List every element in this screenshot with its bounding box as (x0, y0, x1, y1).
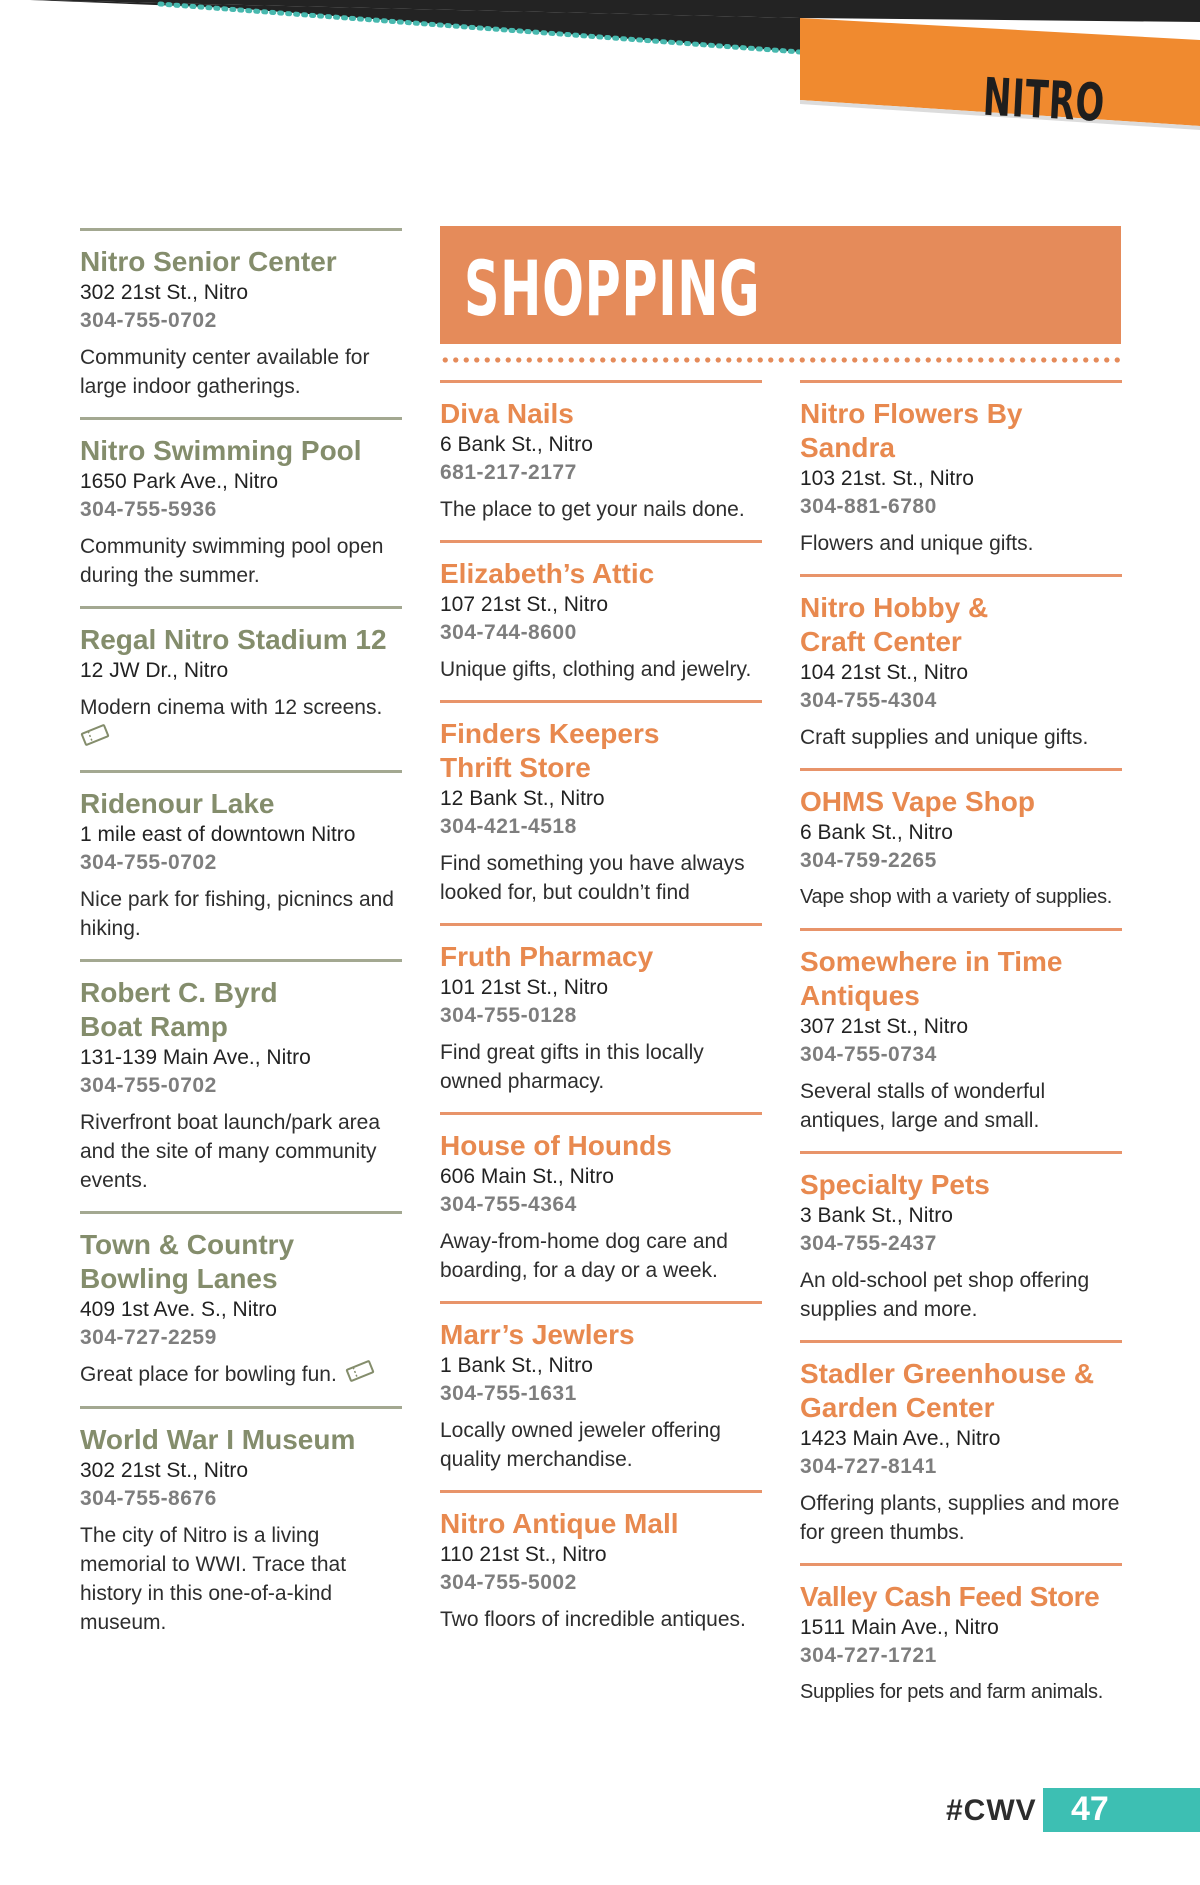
entry-description: Find great gifts in this locally owned pharmacy. (440, 1041, 704, 1093)
entry-description: The city of Nitro is a living memorial to WWI. Trace that history in this one-of-a-kind museum. (80, 1524, 347, 1635)
entry-name: Elizabeth’s Attic (440, 558, 655, 589)
entry-name: Fruth Pharmacy (440, 941, 654, 972)
entry-description: Community swimming pool open during the summer. (80, 535, 384, 587)
entry-name: Ridenour Lake (80, 788, 275, 819)
entry-phone[interactable]: 304-759-2265 (800, 849, 937, 872)
entry-address: 1511 Main Ave., Nitro (800, 1616, 999, 1639)
entry-name: OHMS Vape Shop (800, 786, 1035, 817)
ticket-icon (345, 1360, 375, 1390)
entry-address: 12 JW Dr., Nitro (80, 659, 229, 682)
entry-address: 1 Bank St., Nitro (440, 1354, 593, 1377)
shopping-header (440, 226, 1121, 344)
left-column (80, 228, 402, 1653)
list-item (80, 959, 402, 1211)
entry-address: 101 21st St., Nitro (440, 976, 609, 999)
entry-name: Town & Country Bowling Lanes (80, 1229, 295, 1294)
entry-address: 3 Bank St., Nitro (800, 1204, 953, 1227)
footer-hashtag: #CWV (946, 1794, 1037, 1827)
dotted-divider (440, 356, 1121, 364)
entry-description: An old-school pet shop offering supplies and more. (800, 1269, 1090, 1321)
entry-phone[interactable]: 304-755-1631 (440, 1382, 577, 1405)
entry-description: Supplies for pets and farm animals. (800, 1681, 1103, 1703)
entry-phone[interactable]: 304-755-0734 (800, 1043, 937, 1066)
entry-name: Nitro Flowers By Sandra (800, 398, 1023, 463)
entry-phone[interactable]: 304-727-1721 (800, 1644, 937, 1667)
entry-address: 409 1st Ave. S., Nitro (80, 1298, 277, 1321)
section-title: NITRO (981, 67, 1107, 134)
list-item (80, 606, 402, 770)
entry-name: Nitro Senior Center (80, 246, 337, 277)
list-item (440, 1112, 762, 1301)
entry-description (80, 693, 402, 754)
ticket-icon (80, 724, 402, 754)
entry-description: Two floors of incredible antiques. (440, 1608, 746, 1631)
entry-address: 104 21st St., Nitro (800, 661, 969, 684)
entry-address: 6 Bank St., Nitro (800, 821, 953, 844)
list-item (80, 770, 402, 959)
list-item (440, 1490, 762, 1650)
entry-name: Specialty Pets (800, 1169, 990, 1200)
list-item (800, 574, 1122, 768)
entry-description: Locally owned jeweler offering quality merchandise. (440, 1419, 721, 1471)
entry-description: Away-from-home dog care and boarding, for a day or a week. (440, 1230, 728, 1282)
list-item (800, 768, 1122, 928)
entry-phone[interactable]: 304-755-2437 (800, 1232, 937, 1255)
entry-name: Valley Cash Feed Store (800, 1581, 1100, 1612)
entry-phone[interactable]: 304-421-4518 (440, 815, 577, 838)
entry-address: 302 21st St., Nitro (80, 281, 249, 304)
entry-phone[interactable]: 681-217-2177 (440, 461, 577, 484)
entry-description: Craft supplies and unique gifts. (800, 726, 1089, 749)
section-tab (797, 20, 1200, 139)
list-item (800, 380, 1122, 574)
entry-description: Nice park for fishing, picnincs and hiking. (80, 888, 394, 940)
entry-address: 307 21st St., Nitro (800, 1015, 969, 1038)
entry-address: 1650 Park Ave., Nitro (80, 470, 279, 493)
entry-name: Nitro Swimming Pool (80, 435, 362, 466)
entry-description-text: Modern cinema with 12 screens. (80, 696, 383, 719)
list-item (80, 1211, 402, 1406)
entry-name: House of Hounds (440, 1130, 672, 1161)
list-item (440, 923, 762, 1112)
list-item (800, 1340, 1122, 1563)
list-item (80, 228, 402, 417)
shopping-title: SHOPPING (464, 244, 761, 333)
entry-phone[interactable]: 304-755-0702 (80, 1074, 217, 1097)
entry-description: Offering plants, supplies and more for green thumbs. (800, 1492, 1120, 1544)
list-item (440, 380, 762, 540)
list-item (80, 1406, 402, 1653)
entry-phone[interactable]: 304-755-0702 (80, 309, 217, 332)
entry-name: Nitro Antique Mall (440, 1508, 679, 1539)
entry-description: Flowers and unique gifts. (800, 532, 1034, 555)
entry-description: Several stalls of wonderful antiques, large and small. (800, 1080, 1046, 1132)
list-item (440, 540, 762, 700)
entry-address: 103 21st. St., Nitro (800, 467, 974, 490)
entry-phone[interactable]: 304-755-5936 (80, 498, 217, 521)
entry-name: Finders Keepers Thrift Store (440, 718, 660, 783)
entry-name: Somewhere in Time Antiques (800, 946, 1063, 1011)
entry-name: Nitro Hobby & Craft Center (800, 592, 989, 657)
entry-address: 110 21st St., Nitro (440, 1543, 607, 1566)
page-number-box (1043, 1788, 1200, 1832)
list-item (800, 1151, 1122, 1340)
entry-phone[interactable]: 304-755-0128 (440, 1004, 577, 1027)
list-item (800, 1563, 1122, 1723)
entry-description: Community center available for large indoor gatherings. (80, 346, 370, 398)
entry-name: Robert C. Byrd Boat Ramp (80, 977, 278, 1042)
list-item (440, 700, 762, 923)
entry-description: Unique gifts, clothing and jewelry. (440, 658, 752, 681)
entry-description: Find something you have always looked for, but couldn’t find (440, 852, 745, 904)
entry-address: 1423 Main Ave., Nitro (800, 1427, 1001, 1450)
entry-description: The place to get your nails done. (440, 498, 745, 521)
entry-phone[interactable]: 304-744-8600 (440, 621, 577, 644)
entry-phone[interactable]: 304-727-2259 (80, 1326, 217, 1349)
entry-address: 12 Bank St., Nitro (440, 787, 605, 810)
entry-address: 302 21st St., Nitro (80, 1459, 249, 1483)
list-item (80, 417, 402, 606)
entry-description (80, 1360, 402, 1390)
entry-description-text: Great place for bowling fun. (80, 1363, 337, 1386)
entry-description: Vape shop with a variety of supplies. (800, 886, 1113, 908)
entry-phone[interactable]: 304-755-4304 (800, 689, 937, 712)
entry-address: 6 Bank St., Nitro (440, 433, 593, 456)
list-item (440, 1301, 762, 1490)
entry-address: 606 Main St., Nitro (440, 1165, 614, 1188)
entry-phone[interactable]: 304-727-8141 (800, 1455, 937, 1478)
entry-phone[interactable]: 304-755-5002 (440, 1571, 577, 1594)
entry-name: World War I Museum (80, 1424, 356, 1456)
entry-phone[interactable]: 304-755-4364 (440, 1193, 577, 1216)
entry-address: 107 21st St., Nitro (440, 593, 609, 616)
entry-name: Regal Nitro Stadium 12 (80, 624, 387, 655)
entry-description: Riverfront boat launch/park area and the site of many community events. (80, 1111, 380, 1192)
entry-phone[interactable]: 304-755-8676 (80, 1487, 217, 1511)
entry-phone[interactable]: 304-881-6780 (800, 495, 937, 518)
top-banner (0, 0, 1200, 140)
middle-column (440, 380, 762, 1650)
entry-address: 131-139 Main Ave., Nitro (80, 1046, 311, 1069)
entry-address: 1 mile east of downtown Nitro (80, 823, 356, 846)
entry-phone[interactable]: 304-755-0702 (80, 851, 217, 874)
page-number: 47 (1071, 1790, 1109, 1828)
entry-name: Diva Nails (440, 398, 574, 429)
entry-name: Stadler Greenhouse & Garden Center (800, 1358, 1095, 1423)
right-column (800, 380, 1122, 1723)
entry-name: Marr’s Jewlers (440, 1319, 635, 1350)
list-item (800, 928, 1122, 1151)
